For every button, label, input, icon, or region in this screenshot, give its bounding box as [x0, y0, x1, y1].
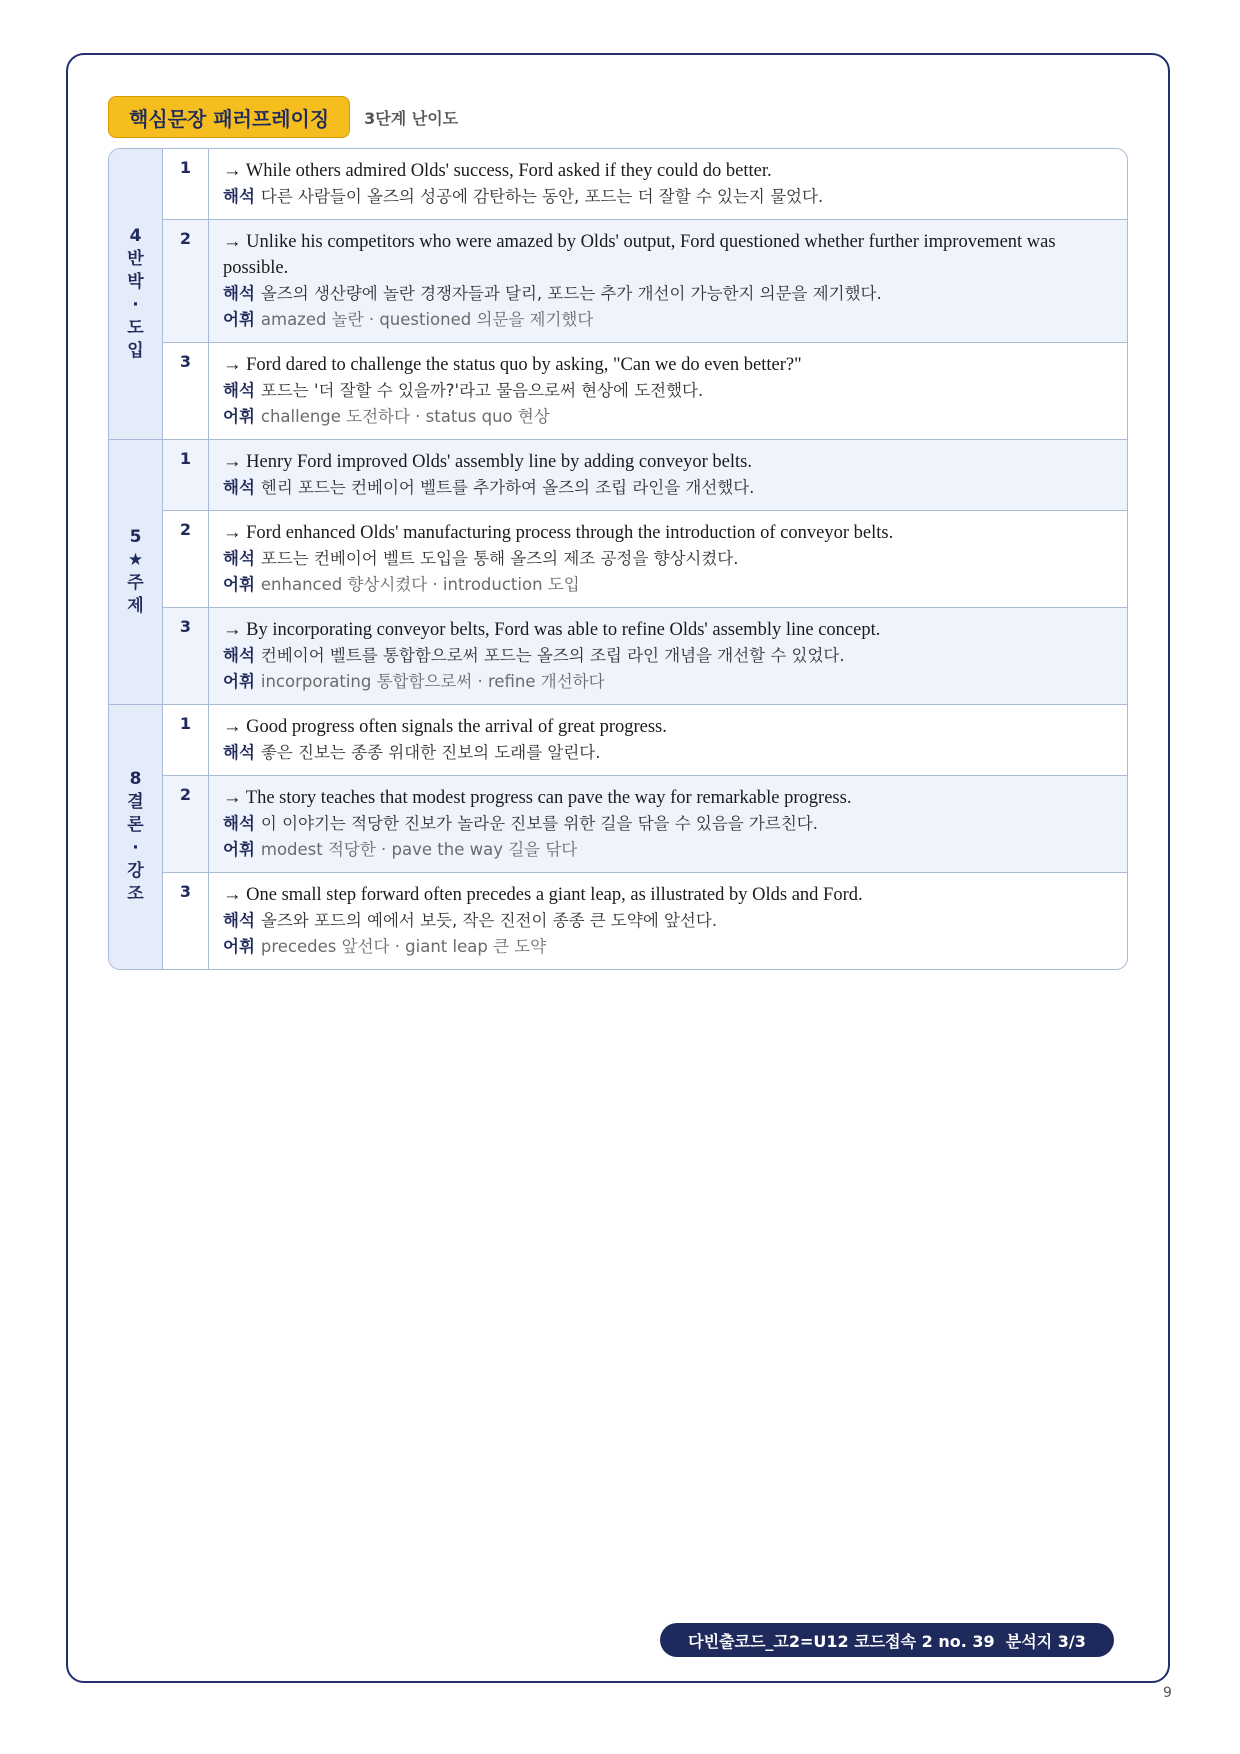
footer-code-badge: 다빈출코드_고2=U12 코드접속 2 no. 39 분석지 3/3 — [660, 1623, 1114, 1657]
row-number: 1 — [163, 440, 209, 510]
section-group — [109, 705, 1127, 969]
group-label: 8결론·강조 — [127, 769, 144, 904]
row-number: 3 — [163, 873, 209, 969]
translation-label: 해석 — [223, 381, 255, 400]
translation-line — [223, 908, 1117, 934]
section-group — [109, 440, 1127, 705]
vocab-label: 어휘 — [223, 937, 255, 956]
translation-line — [223, 475, 1117, 501]
vocab-line — [223, 934, 1117, 960]
translation-label: 해석 — [223, 549, 255, 568]
table-row — [163, 149, 1127, 220]
table-row — [163, 343, 1127, 439]
english-sentence: → By incorporating conveyor belts, Ford was able to refine Olds' assembly line concept. — [223, 620, 881, 640]
row-number: 3 — [163, 343, 209, 439]
translation-label: 해석 — [223, 814, 255, 833]
translation-text: 좋은 진보는 종종 위대한 진보의 도래를 알린다. — [260, 743, 601, 762]
section-header — [108, 96, 458, 138]
translation-text: 이 이야기는 적당한 진보가 놀라운 진보를 위한 길을 닦을 수 있음을 가르친다. — [260, 814, 818, 833]
row-content — [209, 511, 1127, 607]
translation-line — [223, 378, 1117, 404]
vocab-label: 어휘 — [223, 407, 255, 426]
group-label-cell — [109, 149, 163, 439]
table-row — [163, 608, 1127, 704]
translation-text: 컨베이어 벨트를 통합함으로써 포드는 올즈의 조립 라인 개념을 개선할 수 있었다. — [260, 646, 845, 665]
row-number: 2 — [163, 220, 209, 342]
group-label-cell — [109, 440, 163, 704]
row-content — [209, 149, 1127, 219]
vocab-label: 어휘 — [223, 840, 255, 859]
vocab-line — [223, 669, 1117, 695]
translation-label: 해석 — [223, 478, 255, 497]
vocab-text: enhanced 향상시켰다 · introduction 도입 — [260, 575, 580, 594]
row-content — [209, 440, 1127, 510]
english-sentence: → Ford enhanced Olds' manufacturing process through the introduction of conveyor belts. — [223, 523, 894, 543]
section-title-badge: 핵심문장 패러프레이징 — [108, 96, 350, 138]
translation-line — [223, 740, 1117, 766]
translation-line — [223, 184, 1117, 210]
translation-text: 올즈의 생산량에 놀란 경쟁자들과 달리, 포드는 추가 개선이 가능한지 의문을 제기했다. — [260, 284, 882, 303]
difficulty-level: 3단계 난이도 — [364, 108, 459, 128]
translation-label: 해석 — [223, 646, 255, 665]
row-content — [209, 705, 1127, 775]
vocab-line — [223, 307, 1117, 333]
vocab-text: precedes 앞선다 · giant leap 큰 도약 — [260, 937, 547, 956]
row-number: 1 — [163, 705, 209, 775]
paraphrase-table — [108, 148, 1128, 970]
row-number: 2 — [163, 511, 209, 607]
section-group — [109, 149, 1127, 440]
vocab-label: 어휘 — [223, 575, 255, 594]
english-sentence: → Good progress often signals the arrival of great progress. — [223, 717, 667, 737]
translation-text: 다른 사람들이 올즈의 성공에 감탄하는 동안, 포드는 더 잘할 수 있는지 물었다. — [260, 187, 824, 206]
row-content — [209, 608, 1127, 704]
row-content — [209, 776, 1127, 872]
row-content — [209, 220, 1127, 342]
translation-text: 올즈와 포드의 예에서 보듯, 작은 진전이 종종 큰 도약에 앞선다. — [260, 911, 718, 930]
english-sentence: → While others admired Olds' success, Ford asked if they could do better. — [223, 161, 772, 181]
row-number: 3 — [163, 608, 209, 704]
table-row — [163, 776, 1127, 873]
page-number: 9 — [1163, 1685, 1172, 1701]
translation-line — [223, 643, 1117, 669]
vocab-text: amazed 놀란 · questioned 의문을 제기했다 — [260, 310, 594, 329]
vocab-line — [223, 837, 1117, 863]
row-content — [209, 343, 1127, 439]
translation-label: 해석 — [223, 743, 255, 762]
vocab-label: 어휘 — [223, 672, 255, 691]
row-number: 2 — [163, 776, 209, 872]
translation-label: 해석 — [223, 911, 255, 930]
translation-text: 헨리 포드는 컨베이어 벨트를 추가하여 올즈의 조립 라인을 개선했다. — [260, 478, 755, 497]
table-row — [163, 873, 1127, 969]
group-label: 4반박·도입 — [127, 226, 144, 361]
vocab-text: incorporating 통합함으로써 · refine 개선하다 — [260, 672, 605, 691]
table-row — [163, 220, 1127, 343]
vocab-label: 어휘 — [223, 310, 255, 329]
table-row — [163, 511, 1127, 608]
translation-text: 포드는 '더 잘할 수 있을까?'라고 물음으로써 현상에 도전했다. — [260, 381, 704, 400]
row-content — [209, 873, 1127, 969]
table-row — [163, 440, 1127, 511]
group-label: 5★주제 — [127, 527, 144, 616]
translation-label: 해석 — [223, 187, 255, 206]
vocab-line — [223, 404, 1117, 430]
group-label-cell — [109, 705, 163, 969]
translation-label: 해석 — [223, 284, 255, 303]
english-sentence: → Henry Ford improved Olds' assembly line by adding conveyor belts. — [223, 452, 752, 472]
table-row — [163, 705, 1127, 776]
translation-text: 포드는 컨베이어 벨트 도입을 통해 올즈의 제조 공정을 향상시켰다. — [260, 549, 739, 568]
vocab-line — [223, 572, 1117, 598]
vocab-text: challenge 도전하다 · status quo 현상 — [260, 407, 550, 426]
english-sentence: → Unlike his competitors who were amazed by Olds' output, Ford questioned whether further improvement was possible. — [223, 232, 1056, 278]
vocab-text: modest 적당한 · pave the way 길을 닦다 — [260, 840, 578, 859]
translation-line — [223, 281, 1117, 307]
english-sentence: → The story teaches that modest progress can pave the way for remarkable progress. — [223, 788, 852, 808]
english-sentence: → Ford dared to challenge the status quo by asking, "Can we do even better?" — [223, 355, 802, 375]
english-sentence: → One small step forward often precedes a giant leap, as illustrated by Olds and Ford. — [223, 885, 863, 905]
translation-line — [223, 546, 1117, 572]
translation-line — [223, 811, 1117, 837]
row-number: 1 — [163, 149, 209, 219]
